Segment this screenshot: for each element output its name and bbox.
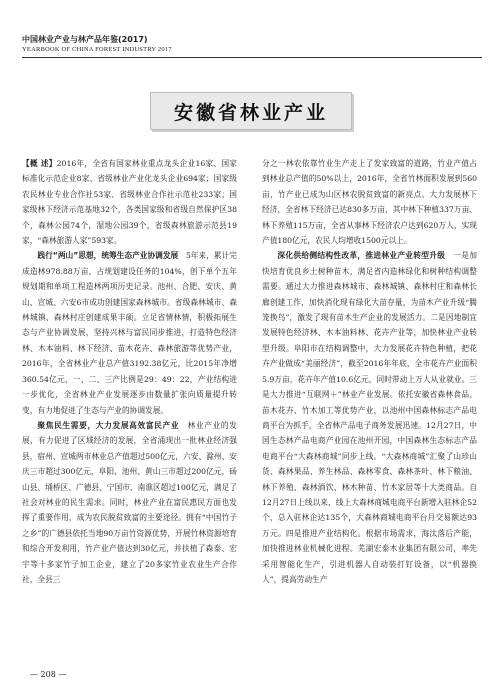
section3-text: 一是加快培育优良乡土树种苗木，满足省内造林绿化和树种结构调整需要。通过大力推进森林城市、森林城镇、森林村庄和森林长廊创建工作，加快消化现有绿化大苗存量，为苗木产业升级“腾笼换鸟”，激发了现有苗木生产企业的发展活力。二是因地制宜发展特色经济林、木本油料林、花卉产业等，加快林业产业转型升级。阜阳市在结构调整中，大力发展花卉特色种植，把花卉产业做成“美丽经济”，截至2016年年底，全市花卉产业面积5.9万亩，花卉年产值10.6亿元，同时带动上万人从业就业。三是大力推进“互联网＋”林业产业发展。依托安徽省森林食品、苗木花卉、竹木加工等优势产业，以池州中国森林标志产品电商平台为抓手，全省林产品电子商务发展迅速。12月27日，中国生态林产品电商产业园在池州开园，中国森林生态标志产品电商平台“大森林商城”同步上线。“大森林商城”汇聚了山珍山货、森林果品、养生林品、森林零食、森林茶叶、林下粮油、林下养殖、森林酒饮、林木种苗、竹木家居等十大类商品。自12月27日上线以来，线上大森林商城电商平台新增入驻林企52个，总入驻林企达135个，大森林商城电商平台月交易额达93万元。四是推进产业结构化。根据市场需求，海汰落后产能，加快推进林业机械化进程。芜湖宏泰木业集团有限公司，率先采用智能化生产，引进机器人自动装打钉设备，以“机器换人”，提高劳动生产 [262, 251, 477, 584]
running-head [22, 34, 482, 55]
section3-heading: 深化供给侧结构性改革，推进林业产业转型升级 [277, 251, 446, 261]
section1-text: 5年来，累计完成造林978.88万亩，占规划建设任务的104%，创下单个五年规划期和单项工程造林两项历史记录。池州、合肥、安庆、黄山、宣城、六安6市成功创建国家森林城市。省级森林城市、森林城镇、森林村庄创建成果丰硕。立足省情林情，积极拓展生态与产业协调发展，坚持兴林与富民同步推进，打造特色经济林、木本油料、林下经济、苗木花卉、森林旅游等优势产业，2016年，全省林业产业总产值3192.38亿元，比2015年净增360.54亿元，一、二、三产比例是29：49：22，产业结构进一步优化，全省林业产业发展逐步由数量扩张向质量提升转变，有力地促进了生态与产业的协调发展。 [22, 251, 237, 415]
section3-paragraph [262, 248, 477, 587]
section2-paragraph [22, 418, 237, 587]
section1-heading: 践行“两山”思想，统筹生态产业协调发展 [37, 251, 179, 261]
right-column [262, 156, 477, 587]
page-number: — 208 — [30, 670, 67, 679]
header-rule [22, 57, 482, 58]
page-title: 安徽省林业产业 [173, 101, 328, 124]
overview-text: 2016年，全省有国家林业重点龙头企业16家、国家标准化示范企业8家、省级林业产业化龙头企业694家；国家级农民林业专业合作社53家、省级林业合作社示范社233家；国家级林下经济示范基地32个，各类国家级和省级自然保护区38个，森林公园74个，湿地公园39个，省级森林旅游示范县19家，“森林旅游人家”593家。 [22, 159, 237, 246]
page-title-banner [150, 92, 352, 130]
section2-text: 林业产业的发展，有力促进了区域经济的发展，全省涌现出一批林业经济强县，宿州、宣城两市林业总产值超过500亿元，六安、滁州、安庆三市超过300亿元，阜阳、池州、黄山三市超过200亿元，砀山县、埇桥区、广德县、宁国市、南谯区超过100亿元，满足了社会对林业的民生需求。同时，林业产业在富民惠民方面也发挥了重要作用，成为农民脱贫致富的主要途径。拥有“中国竹子之乡”的广德县依托当地90万亩竹资源优势，开展竹林资源培育和综合开发利用，竹产业产值达到30亿元，并扶植了森泰、宏宇等十多家竹子加工企业，建立了20多家竹业农业生产合作社，全县三 [22, 420, 237, 584]
overview-label: 【概 述】 [22, 159, 57, 168]
overview-paragraph [22, 156, 237, 248]
left-column [22, 156, 237, 587]
continued-paragraph: 分之一林农依靠竹业生产走上了发家致富的道路，竹业产值占到林业总产值的50%以上，2016年，全省竹林面积发展到560亩，竹产业已成为山区林农脱贫致富的新亮点。大力发展林下经济，全省林下经济已达830多万亩，其中林下种植337万亩、林下养殖115万亩，全省从事林下经济农户达到620万人，实现产值180亿元，农民人均增收1500元以上。 [262, 159, 477, 246]
yearbook-title-en: YEARBOOK OF CHINA FOREST INDUSTRY 2017 [22, 46, 172, 53]
yearbook-title-cn: 中国林业产业与林产品年鉴(2017) [22, 35, 148, 44]
section2-heading: 聚焦民生需要，大力发展高效富民产业 [37, 420, 180, 430]
section1-paragraph [22, 248, 237, 417]
